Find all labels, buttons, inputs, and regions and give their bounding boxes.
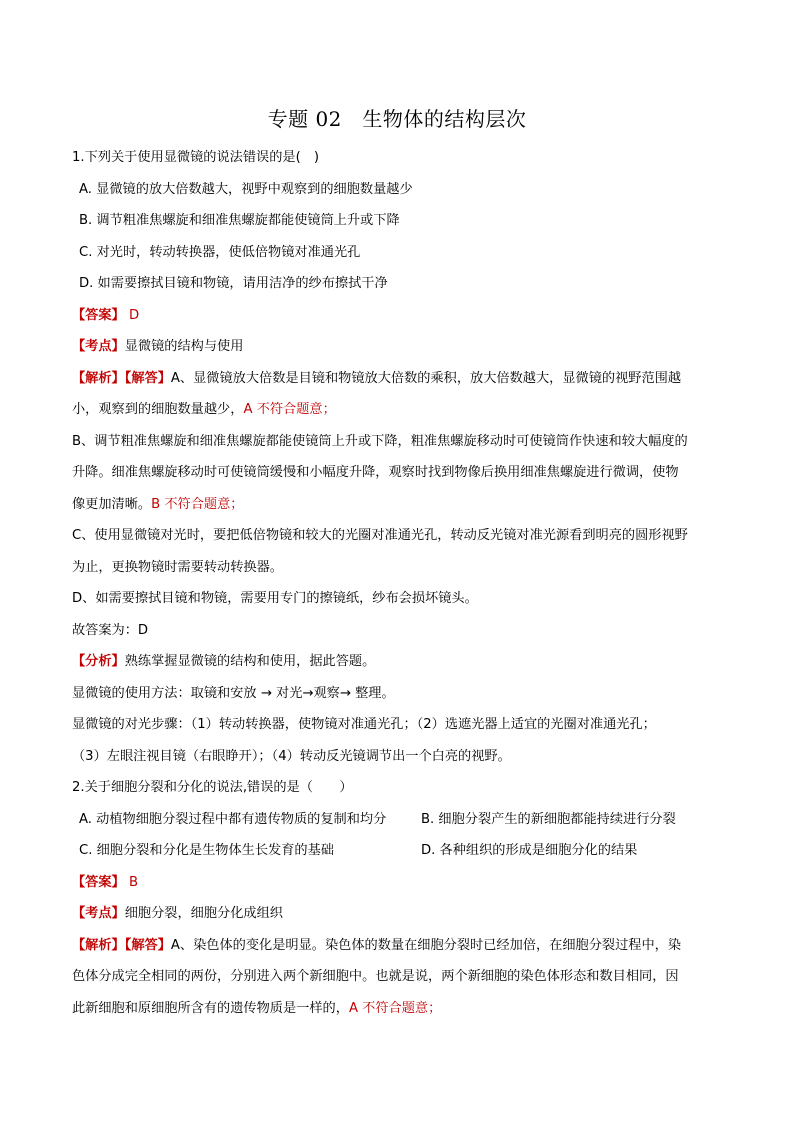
q1-stem: 1.下列关于使用显微镜的说法错误的是( ) [72,150,320,165]
q1-analysis-b-verdict: B 不符合题意； [151,496,244,512]
q2-analysis-line2: 色体分成完全相同的两份，分别进入两个新细胞中。也就是说，两个新细胞的染色体形态和数目相同，因 [72,969,679,984]
q1-point-tag: 【考点】 [72,339,125,354]
q1-analysis-c-line1: C、使用显微镜对光时，要把低倍物镜和较大的光圈对准通光孔，转动反光镜对准光源看到明亮的圆形视野 [72,528,688,543]
q2-point-line [72,898,726,930]
q2-option-a: A. 动植物细胞分裂过程中都有遗传物质的复制和均分 [79,811,387,827]
q1-steps-line2: （3）左眼注视目镜（右眼睁开）；（4）转动反光镜调节出一个白亮的视野。 [72,748,511,764]
q1-analysis-tag: 【解析】【解答】 [72,370,171,386]
q1-answer: D [124,307,140,323]
q1-analysis2: 熟练掌握显微镜的结构和使用，据此答题。 [124,654,376,669]
q1-analysis-c-line2: 为止，更换物镜时需要转动转换器。 [72,559,283,575]
q1-option-d: D. 如需要擦拭目镜和物镜，请用洁净的纱布擦拭干净 [79,276,388,291]
q1-analysis-a-text1: A、显微镜放大倍数是目镜和物镜放大倍数的乘积，放大倍数越大，显微镜的视野范围越 [170,370,682,386]
q2-options-row1 [72,804,726,836]
q2-stem: 2.关于细胞分裂和分化的说法,错误的是（ ） [72,780,353,795]
q2-answer-tag: 【答案】 [72,874,125,890]
q1-analysis2-line [72,646,726,678]
q1-analysis-a-line2 [72,394,726,426]
q1-conclusion: 故答案为：D [72,622,149,638]
q1-analysis2-tag: 【分析】 [72,654,125,669]
q1-steps-line1: 显微镜的对光步骤：（1）转动转换器，使物镜对准通光孔；（2）选遮光器上适宜的光圈对准通光孔； [72,717,656,732]
q2-point-tag: 【考点】 [72,906,125,921]
q1-analysis-b-text3: 像更加清晰。 [72,496,152,512]
q1-answer-line [72,300,726,332]
q1-analysis-a-text2: 小，观察到的细胞数量越少， [72,402,244,417]
q2-analysis-line1 [72,930,726,962]
q2-answer: B [124,874,138,890]
q1-analysis-b-line2: 升降。细准焦螺旋移动时可使镜筒缓慢和小幅度升降，观察时找到物像后换用细准焦螺旋进行微调，使物 [72,465,679,480]
q1-analysis-a-line1 [72,363,726,395]
q1-option-a: A. 显微镜的放大倍数越大，视野中观察到的细胞数量越少 [79,181,413,197]
q1-option-b: B. 调节粗准焦螺旋和细准焦螺旋都能使镜筒上升或下降 [79,213,400,228]
q1-point-line [72,331,726,363]
q1-analysis-a-verdict: A 不符合题意； [243,402,336,417]
q2-option-d: D. 各种组织的形成是细胞分化的结果 [421,843,638,858]
q1-analysis-b-line3 [72,489,726,521]
q2-answer-line [72,867,726,899]
q1-analysis-b-line1: B、调节粗准焦螺旋和细准焦螺旋都能使镜筒上升或下降，粗准焦螺旋移动时可使镜筒作快速和较大幅度的 [72,433,688,449]
q2-analysis-text3: 此新细胞和原细胞所含有的遗传物质是一样的， [72,1000,349,1016]
q1-option-c: C. 对光时，转动转换器，使低倍物镜对准通光孔 [79,244,361,260]
q2-analysis-tag: 【解析】【解答】 [72,937,171,953]
q2-option-b: B. 细胞分裂产生的新细胞都能持续进行分裂 [421,811,676,827]
q1-analysis-d: D、如需要擦拭目镜和物镜，需要用专门的擦镜纸，纱布会损坏镜头。 [72,591,478,606]
q2-point: 细胞分裂，细胞分化成组织 [124,906,283,921]
page-title: 专题 02 生物体的结构层次 [267,107,527,131]
document-body [72,142,726,1024]
q1-usage: 显微镜的使用方法：取镜和安放 → 对光→观察→ 整理。 [72,685,395,701]
q1-point: 显微镜的结构与使用 [124,339,244,354]
q2-options-row2 [72,835,726,867]
q2-option-c: C. 细胞分裂和分化是生物体生长发育的基础 [79,843,334,858]
q2-analysis-text1: A、染色体的变化是明显。染色体的数量在细胞分裂时已经加倍，在细胞分裂过程中，染 [170,937,682,953]
q1-answer-tag: 【答案】 [72,307,125,323]
q2-analysis-line3 [72,993,726,1025]
q2-analysis-verdict: A 不符合题意； [348,1000,442,1016]
